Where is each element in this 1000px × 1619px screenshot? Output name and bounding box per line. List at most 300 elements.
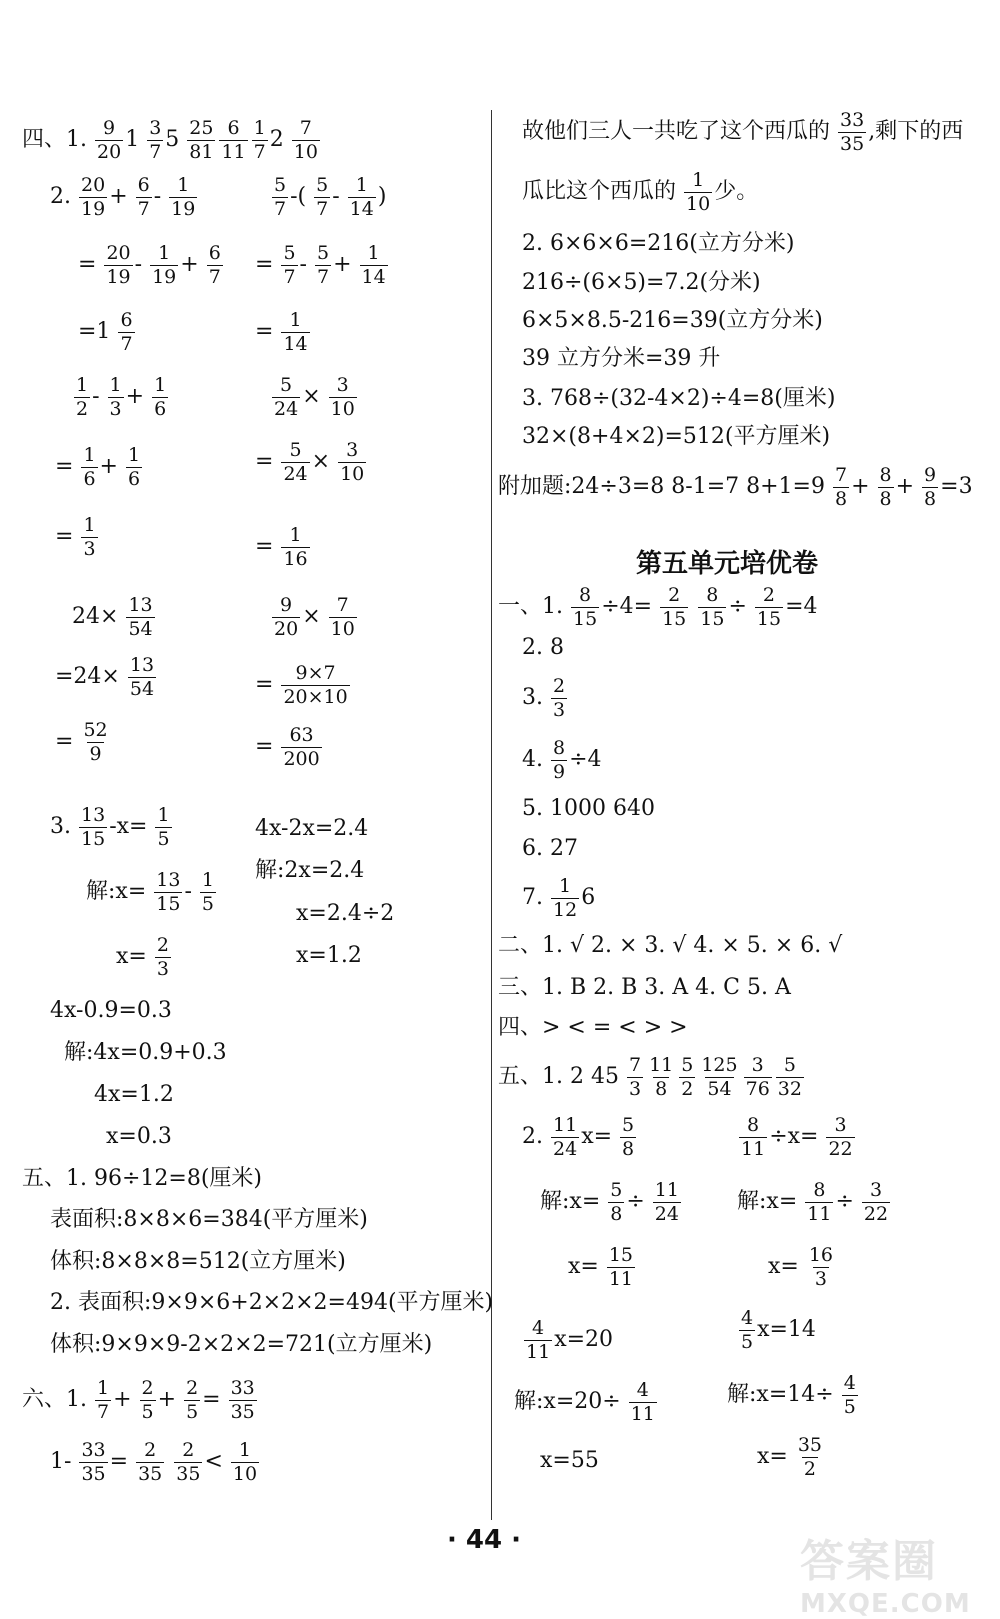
fraction xyxy=(187,118,215,163)
fraction xyxy=(314,175,330,220)
numerator: 1 xyxy=(157,804,170,826)
numerator: 8 xyxy=(706,584,719,606)
answer-line xyxy=(55,655,158,700)
expression-text: 5. 1000 640 xyxy=(522,796,655,821)
numerator: 5 xyxy=(681,1054,694,1076)
answer-line xyxy=(78,243,225,288)
watermark-line2: MXQE.COM xyxy=(800,1589,971,1619)
numerator: 5 xyxy=(289,439,302,461)
denominator: 12 xyxy=(553,898,578,921)
fraction xyxy=(679,1055,695,1100)
answer-line xyxy=(270,375,359,420)
expression-text: 解:2x=2.4 xyxy=(255,858,365,883)
fraction xyxy=(329,595,357,640)
fraction xyxy=(95,118,123,163)
denominator: 19 xyxy=(106,265,131,288)
numerator: 1 xyxy=(289,309,302,331)
fraction xyxy=(826,1115,854,1160)
answer-line xyxy=(55,445,144,490)
fraction xyxy=(281,440,309,485)
fraction xyxy=(150,243,178,288)
numerator: 8 xyxy=(579,584,592,606)
numerator: 3 xyxy=(834,1114,847,1136)
denominator: 10 xyxy=(340,462,365,485)
numerator: 7 xyxy=(834,464,848,486)
fraction xyxy=(79,1440,107,1485)
numerator: 9 xyxy=(924,464,937,486)
expression-text: 解:x= xyxy=(540,1189,601,1215)
denominator: 5 xyxy=(201,892,214,915)
fraction xyxy=(838,110,866,155)
denominator: 11 xyxy=(608,1267,634,1290)
fraction xyxy=(81,515,97,560)
numerator: 13 xyxy=(129,654,155,676)
fraction xyxy=(169,175,197,220)
denominator: 2 xyxy=(681,1077,694,1100)
answer-line xyxy=(522,348,726,370)
denominator: 6 xyxy=(127,467,141,490)
expression-text: ) xyxy=(377,184,387,210)
denominator: 7 xyxy=(97,1400,110,1423)
expression-text: 39 立方分米=39 升 xyxy=(522,346,721,371)
fraction xyxy=(272,595,300,640)
answer-line xyxy=(522,310,829,332)
numerator: 8 xyxy=(747,1114,760,1136)
answer-line xyxy=(50,1000,178,1022)
denominator: 15 xyxy=(756,607,782,630)
answer-line xyxy=(737,1308,822,1353)
expression-text: + xyxy=(157,1387,177,1413)
numerator: 7 xyxy=(299,117,312,139)
fraction xyxy=(154,870,182,915)
answer-line xyxy=(737,1180,892,1225)
fraction xyxy=(699,1055,739,1100)
expression-text: + xyxy=(125,384,145,410)
numerator: 1 xyxy=(253,117,266,139)
denominator: 10 xyxy=(330,617,355,640)
fraction xyxy=(338,440,366,485)
answer-line xyxy=(727,1373,860,1418)
answer-line xyxy=(522,272,767,294)
answer-line xyxy=(540,1180,683,1225)
fraction xyxy=(272,375,300,420)
expression-text: + xyxy=(895,474,915,500)
expression-text: = xyxy=(255,252,274,278)
denominator: 5 xyxy=(843,1395,856,1418)
expression-text: = xyxy=(55,729,74,755)
answer-line xyxy=(522,1318,619,1363)
fraction xyxy=(219,118,247,163)
expression-text: x= xyxy=(768,1254,799,1280)
denominator: 7 xyxy=(149,140,162,163)
answer-line xyxy=(50,1251,352,1273)
denominator: 3 xyxy=(628,1077,642,1100)
denominator: 14 xyxy=(283,332,308,355)
answer-line xyxy=(522,110,969,155)
denominator: 200 xyxy=(283,747,320,770)
denominator: 20 xyxy=(97,140,122,163)
fraction xyxy=(147,118,163,163)
denominator: 54 xyxy=(128,617,153,640)
expression-text: = xyxy=(255,319,274,345)
denominator: 11 xyxy=(526,1340,551,1363)
expression-text: 故他们三人一共吃了这个西瓜的 xyxy=(522,119,831,145)
expression-text: =1 xyxy=(78,319,111,345)
fraction xyxy=(252,118,268,163)
expression-text: 体积:9×9×9-2×2×2=721(立方厘米) xyxy=(50,1332,433,1357)
denominator: 7 xyxy=(316,265,330,288)
fraction xyxy=(805,1180,833,1225)
numerator: 11 xyxy=(649,1054,674,1076)
fraction xyxy=(807,1245,835,1290)
numerator: 3 xyxy=(869,1179,883,1201)
expression-text: -x= xyxy=(109,814,148,840)
expression-text: 3. 768÷(32-4×2)÷4=8(厘米) xyxy=(522,386,836,411)
numerator: 5 xyxy=(783,1054,796,1076)
fraction xyxy=(281,310,309,355)
expression-text: 二、1. √ 2. × 3. √ 4. × 5. × 6. √ xyxy=(498,933,843,958)
expression-text: + xyxy=(99,454,118,480)
answer-line xyxy=(72,375,170,420)
watermark-logo xyxy=(800,1525,990,1619)
numerator: 13 xyxy=(156,869,181,891)
answer-line xyxy=(296,945,368,967)
denominator: 5 xyxy=(186,1400,199,1423)
expression-text: 216÷(6×5)=7.2(分米) xyxy=(522,270,761,295)
answer-line xyxy=(22,1378,259,1423)
expression-text: 4x-0.9=0.3 xyxy=(50,998,172,1023)
expression-text: + xyxy=(180,252,199,278)
answer-line xyxy=(86,870,218,915)
expression-text: 4x=1.2 xyxy=(94,1082,174,1107)
expression-text: ÷ xyxy=(728,594,747,620)
denominator: 7 xyxy=(316,197,329,220)
answer-line xyxy=(270,175,392,220)
fraction xyxy=(79,805,107,850)
answer-line xyxy=(50,1334,438,1356)
denominator: 11 xyxy=(741,1137,766,1160)
denominator: 19 xyxy=(152,265,177,288)
numerator: 4 xyxy=(636,1379,649,1401)
fraction xyxy=(126,595,154,640)
expression-text: =24× xyxy=(55,664,120,690)
expression-text: 解:4x=0.9+0.3 xyxy=(64,1040,227,1065)
numerator: 1 xyxy=(109,374,122,396)
answer-line xyxy=(498,977,797,999)
expression-text: 三、1. B 2. B 3. A 4. C 5. A xyxy=(498,975,791,1000)
expression-text: - xyxy=(92,384,100,410)
numerator: 6 xyxy=(208,242,221,264)
fraction xyxy=(152,375,168,420)
expression-text: ÷x= xyxy=(769,1124,819,1150)
denominator: 35 xyxy=(176,1462,201,1485)
numerator: 9 xyxy=(280,594,293,616)
fraction xyxy=(174,1440,202,1485)
numerator: 1 xyxy=(559,875,572,897)
denominator: 19 xyxy=(171,197,196,220)
denominator: 14 xyxy=(349,197,374,220)
fraction xyxy=(79,175,107,220)
numerator: 16 xyxy=(808,1244,834,1266)
expression-text: 解:x=20÷ xyxy=(514,1389,621,1415)
fraction xyxy=(136,1440,164,1485)
expression-text: = xyxy=(78,252,97,278)
fraction xyxy=(155,805,171,850)
answer-line xyxy=(255,860,370,882)
answer-line xyxy=(22,118,322,163)
denominator: 8 xyxy=(834,487,848,510)
fraction xyxy=(128,655,156,700)
numerator: 13 xyxy=(128,594,153,616)
denominator: 10 xyxy=(232,1462,258,1485)
fraction xyxy=(524,1318,552,1363)
numerator: 35 xyxy=(797,1434,823,1456)
denominator: 14 xyxy=(361,265,386,288)
fraction xyxy=(629,1380,657,1425)
denominator: 2 xyxy=(76,397,89,420)
fraction xyxy=(272,175,288,220)
fraction xyxy=(620,1115,636,1160)
answer-line xyxy=(540,1450,605,1472)
denominator: 35 xyxy=(840,132,865,155)
expression-text: 1- xyxy=(50,1449,72,1475)
fraction xyxy=(922,465,938,510)
fraction xyxy=(281,725,321,770)
expression-text: x=55 xyxy=(540,1448,599,1473)
expression-text: 4x-2x=2.4 xyxy=(255,816,369,841)
expression-text: + xyxy=(113,1387,132,1413)
denominator: 7 xyxy=(253,140,266,163)
fraction xyxy=(126,445,142,490)
expression-text: = xyxy=(255,672,274,698)
numerator: 2 xyxy=(553,675,566,697)
denominator: 7 xyxy=(120,332,133,355)
numerator: 1 xyxy=(692,169,705,191)
numerator: 5 xyxy=(274,174,287,196)
denominator: 8 xyxy=(610,1202,623,1225)
expression-text: × xyxy=(302,384,321,410)
expression-text: - xyxy=(299,252,307,278)
denominator: 5 xyxy=(157,827,170,850)
numerator: 5 xyxy=(280,374,293,396)
answer-line xyxy=(522,876,601,921)
expression-text: 2. 8 xyxy=(522,635,564,660)
fraction xyxy=(739,1308,755,1353)
numerator: 20 xyxy=(81,174,106,196)
answer-line xyxy=(737,1115,857,1160)
expression-text: 四、> < = < > > xyxy=(498,1015,688,1040)
answer-line xyxy=(498,1017,694,1039)
denominator: 20 xyxy=(274,617,299,640)
expression-text: 7. xyxy=(522,885,543,911)
numerator: 1 xyxy=(97,1377,110,1399)
expression-text: 4. xyxy=(522,747,543,773)
fraction xyxy=(660,585,688,630)
expression-text: 少。 xyxy=(714,179,759,205)
denominator: 10 xyxy=(686,192,711,215)
answer-line xyxy=(255,243,390,288)
answer-line xyxy=(116,935,173,980)
denominator: 7 xyxy=(283,265,296,288)
numerator: 1 xyxy=(83,444,96,466)
numerator: 5 xyxy=(610,1179,623,1201)
answer-line xyxy=(255,818,374,840)
denominator: 35 xyxy=(138,1462,163,1485)
answer-line xyxy=(498,585,824,630)
answer-line xyxy=(50,1440,261,1485)
fraction xyxy=(360,243,388,288)
fraction xyxy=(108,375,124,420)
denominator: 3 xyxy=(156,957,169,980)
answer-line xyxy=(522,426,836,448)
numerator: 2 xyxy=(186,1377,199,1399)
fraction xyxy=(755,585,783,630)
expression-text: x= xyxy=(568,1254,599,1280)
denominator: 3 xyxy=(83,537,96,560)
numerator: 7 xyxy=(336,594,349,616)
denominator: 9 xyxy=(553,760,566,783)
fraction xyxy=(878,465,894,510)
numerator: 33 xyxy=(81,1439,106,1461)
fraction xyxy=(684,170,712,215)
numerator: 11 xyxy=(553,1114,578,1136)
numerator: 2 xyxy=(762,584,776,606)
fraction xyxy=(104,243,132,288)
numerator: 1 xyxy=(127,444,141,466)
answer-line xyxy=(498,465,979,510)
answer-line xyxy=(50,1292,499,1314)
denominator: 22 xyxy=(828,1137,853,1160)
fraction xyxy=(551,738,567,783)
denominator: 76 xyxy=(745,1077,770,1100)
denominator: 22 xyxy=(863,1202,889,1225)
numerator: 5 xyxy=(316,174,329,196)
expression-text: 体积:8×8×8=512(立方厘米) xyxy=(50,1249,346,1274)
fraction xyxy=(833,465,849,510)
fraction xyxy=(571,585,599,630)
denominator: 24 xyxy=(553,1137,578,1160)
fraction xyxy=(184,1378,200,1423)
answer-line xyxy=(522,738,608,783)
expression-text: + xyxy=(851,474,870,500)
expression-text: 3. xyxy=(50,814,71,840)
numerator: 33 xyxy=(840,109,865,131)
denominator: 3 xyxy=(814,1267,827,1290)
denominator: 5 xyxy=(141,1400,154,1423)
numerator: 1 xyxy=(289,524,302,546)
answer-line xyxy=(270,595,359,640)
denominator: 11 xyxy=(807,1202,832,1225)
fraction xyxy=(608,1180,624,1225)
section-heading: 第五单元培优卷 xyxy=(636,549,819,579)
expression-text: x=0.3 xyxy=(106,1124,172,1149)
denominator: 20×10 xyxy=(283,685,348,708)
fraction xyxy=(551,676,567,721)
denominator: 16 xyxy=(283,547,308,570)
expression-text: x=20 xyxy=(554,1327,614,1353)
expression-text: = xyxy=(202,1387,221,1413)
answer-line xyxy=(55,720,112,765)
denominator: 10 xyxy=(330,397,355,420)
fraction xyxy=(776,1055,804,1100)
numerator: 6 xyxy=(120,309,133,331)
denominator: 6 xyxy=(83,467,96,490)
answer-line xyxy=(255,310,312,355)
denominator: 5 xyxy=(741,1330,754,1353)
fraction xyxy=(136,175,152,220)
numerator: 2 xyxy=(156,934,169,956)
denominator: 7 xyxy=(274,197,287,220)
numerator: 52 xyxy=(83,719,108,741)
expression-text: 2. xyxy=(522,1124,543,1150)
denominator: 24 xyxy=(283,462,308,485)
expression-text: 四、1. xyxy=(22,127,87,153)
numerator: 4 xyxy=(532,1317,545,1339)
page-number: · 44 · xyxy=(447,1525,522,1555)
answer-line xyxy=(50,1209,374,1231)
denominator: 15 xyxy=(81,827,106,850)
answer-line xyxy=(22,1168,268,1190)
expression-text: = xyxy=(109,1449,129,1475)
expression-text: 表面积:8×8×6=384(平方厘米) xyxy=(50,1207,368,1232)
expression-text: 瓜比这个西瓜的 xyxy=(522,179,677,205)
expression-text: 3. xyxy=(522,685,543,711)
fraction xyxy=(551,876,579,921)
numerator: 15 xyxy=(608,1244,634,1266)
expression-text: 一、1. xyxy=(498,594,563,620)
denominator: 11 xyxy=(221,140,246,163)
answer-line xyxy=(55,515,100,560)
fraction xyxy=(329,375,357,420)
answer-line xyxy=(255,525,312,570)
fraction xyxy=(155,935,171,980)
fraction xyxy=(81,720,109,765)
expression-text: 2. 6×6×6=216(立方分米) xyxy=(522,231,795,256)
expression-text: = xyxy=(255,734,274,760)
numerator: 1 xyxy=(355,174,368,196)
expression-text: ,剩下的西 xyxy=(868,119,964,145)
fraction xyxy=(200,870,216,915)
denominator: 54 xyxy=(707,1077,732,1100)
expression-text: x= xyxy=(116,944,147,970)
denominator: 24 xyxy=(274,397,299,420)
numerator: 6 xyxy=(227,117,240,139)
denominator: 3 xyxy=(109,397,122,420)
answer-line xyxy=(50,805,174,850)
denominator: 35 xyxy=(81,1462,106,1485)
answer-line xyxy=(296,903,400,925)
numerator: 63 xyxy=(289,724,314,746)
denominator: 15 xyxy=(700,607,725,630)
answer-line xyxy=(72,595,157,640)
numerator: 2 xyxy=(144,1439,157,1461)
answer-line xyxy=(522,637,570,659)
answer-line xyxy=(522,388,841,410)
numerator: 20 xyxy=(106,242,131,264)
numerator: 1 xyxy=(367,242,380,264)
fraction xyxy=(95,1378,111,1423)
expression-text: ÷4= xyxy=(601,594,653,620)
fraction xyxy=(551,1115,579,1160)
expression-text: 五、1. 2 45 xyxy=(498,1064,619,1090)
expression-text: 6. 27 xyxy=(522,836,578,861)
answer-line xyxy=(757,1435,826,1480)
numerator: 6 xyxy=(137,174,150,196)
numerator: 33 xyxy=(230,1377,255,1399)
expression-text: 2 xyxy=(269,127,284,153)
denominator: 7 xyxy=(208,265,221,288)
expression-text: - xyxy=(134,252,143,278)
